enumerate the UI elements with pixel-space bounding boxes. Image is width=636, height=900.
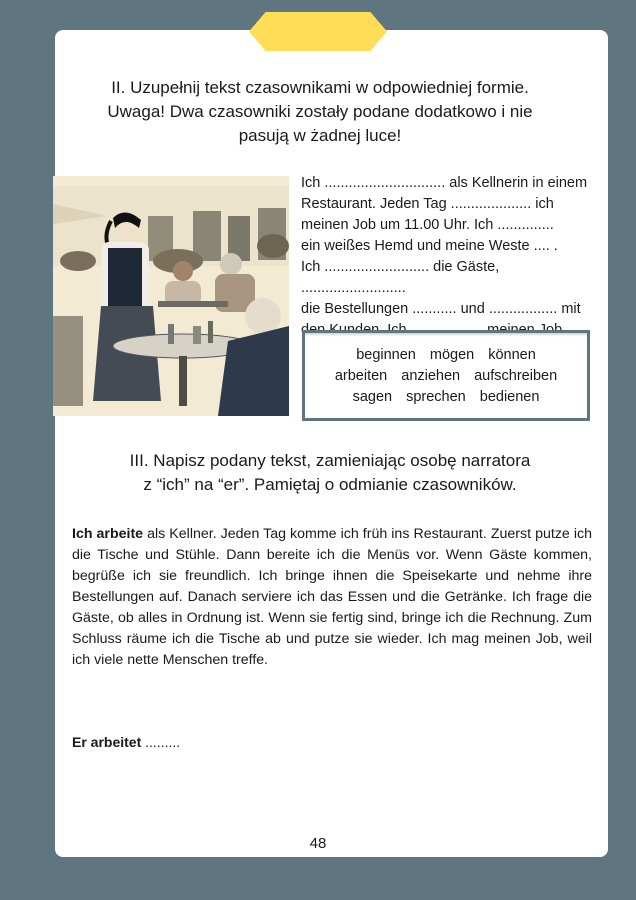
header-tab-decoration [249,12,387,51]
story-bold-start: Ich arbeite [72,526,144,542]
story-text [72,524,592,671]
page-number: 48 [309,835,327,852]
gap-text-line: Restaurant. Jeden Tag .................... ich [301,196,554,212]
instruction-line: II. Uzupełnij tekst czasownikami w odpowiedniej formie. [111,78,529,97]
word-bank-box [302,330,590,421]
word-bank-item: mögen [429,347,475,363]
gap-text-line: Ich .............................. als Kellnerin in einem [301,175,588,191]
answer-bold-start: Er arbeitet [72,734,142,750]
instruction-line: z “ich” na “er”. Pamiętaj o odmianie czasowników. [143,475,517,494]
worksheet-page [55,30,608,857]
word-bank-item: sagen [352,389,393,405]
word-bank-row [305,387,587,408]
word-bank-item: beginnen [356,347,416,363]
gap-text-line: meinen Job um 11.00 Uhr. Ich .............. [301,217,554,233]
gap-fill-text [301,173,601,341]
waitress-illustration [53,176,289,416]
word-bank-row [305,366,587,387]
word-bank-row [305,345,587,366]
exercise-3-instruction [80,449,580,497]
exercise-2-instruction [60,76,580,148]
gap-text-line: ein weißes Hemd und meine Weste .... . [301,238,558,254]
word-bank-item: bedienen [479,389,540,405]
word-bank-item: arbeiten [334,368,388,384]
word-bank-item: können [488,347,536,363]
gap-text-line: Ich .......................... die Gäste, .......................... [301,259,500,296]
answer-dots: ......... [141,734,181,750]
word-bank-item: aufschreiben [474,368,558,384]
answer-start [72,734,180,750]
gap-text-line: die Bestellungen ........... und ................. mit [301,301,581,317]
story-body: als Kellner. Jeden Tag komme ich früh ins Restaurant. Zuerst putze ich die Tische und Stühle. Dann bereite ich die Menüs vor. Wenn Gäste kommen, begrüße ich sie freundlich. Ich bringe ihnen die Speisekarte und nehme ihre Bestellungen auf. Danach serviere ich das Essen und die Getränke. Ich frage die Gäste, ob alles in Ordnung ist. Wenn sie fertig sind, bringe ich die Rechnung. Zum Schluss räume ich die Tische ab und putze sie wieder. Ich mag meinen Job, weil ich viele nette Menschen treffe. [72,526,592,668]
instruction-line: III. Napisz podany tekst, zamieniając osobę narratora [129,451,531,470]
instruction-line: pasują w żadnej luce! [238,126,402,145]
instruction-line: Uwaga! Dwa czasowniki zostały podane dodatkowo i nie [107,102,533,121]
word-bank-item: anziehen [401,368,461,384]
restaurant-scene-icon [53,176,289,416]
word-bank-item: sprechen [406,389,466,405]
